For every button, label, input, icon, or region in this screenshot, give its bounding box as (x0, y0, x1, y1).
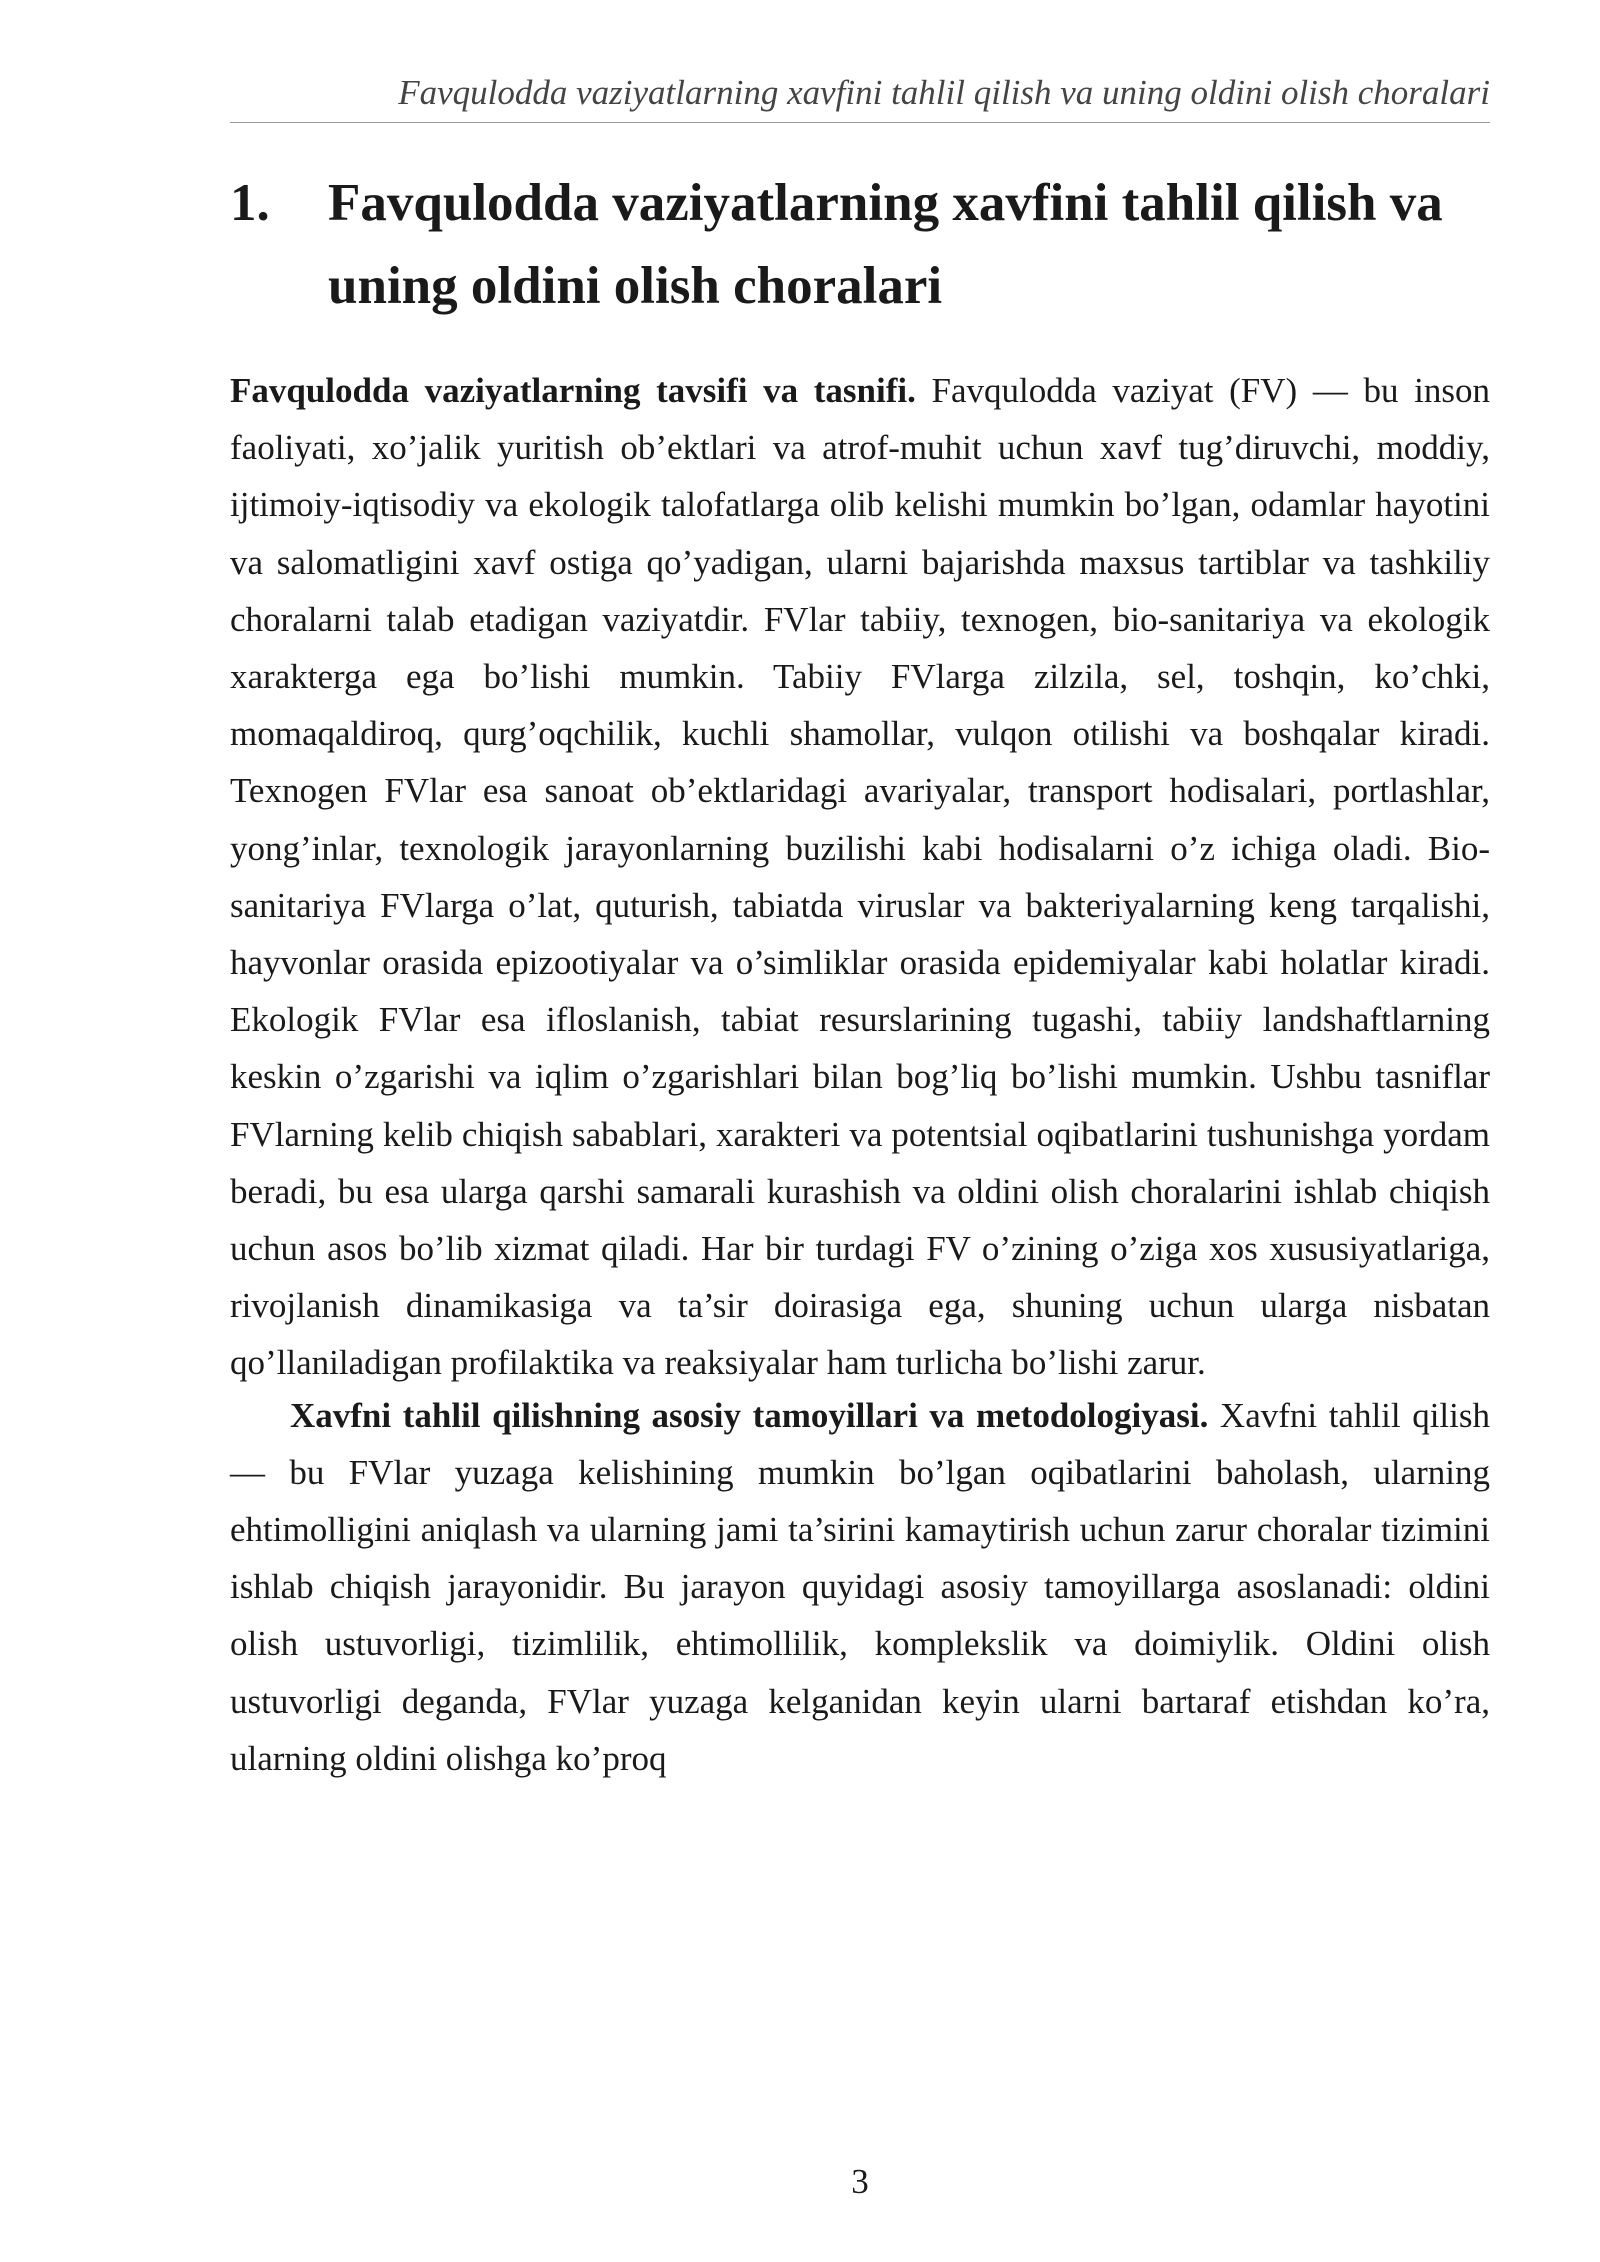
paragraph-classification (230, 362, 1490, 1392)
paragraph-lead: Favqulodda vaziyatlarning tavsifi va tasnifi. (230, 371, 916, 410)
paragraph-text: Xavfni tahlil qilish — bu FVlar yuzaga kelishining mumkin bo’lgan oqibatlarini baholash, ularning ehtimolligini aniqlash va ularning jami ta’sirini kamaytirish uchun zarur choralar tizimini ishlab chiqish jarayonidir. Bu jarayon quyidagi asosiy tamoyillarga asoslanadi: oldini olish ustuvorligi, tizimlilik, ehtimollilik, komplekslik va doimiylik. Oldini olish ustuvorligi deganda, FVlar yuzaga kelganidan keyin ularni bartaraf etishdan ko’ra, ularning oldini olishga ko’proq (230, 1395, 1490, 1778)
chapter-number: 1. (230, 174, 270, 232)
chapter-heading (230, 162, 1490, 328)
chapter-title: Favqulodda vaziyatlarning xavfini tahlil qilish va uning oldini olish choralari (328, 174, 1443, 315)
paragraph-text: Favqulodda vaziyat (FV) — bu inson faoliyati, xo’jalik yuritish ob’ektlari va atrof-muhit uchun xavf tug’diruvchi, moddiy, ijtimoiy-iqtisodiy va ekologik talofatlarga olib kelishi mumkin bo’lgan, odamlar hayotini va salomatligini xavf ostiga qo’yadigan, ularni bajarishda maxsus tartiblar va tashkiliy choralarni talab etadigan vaziyatdir. FVlar tabiiy, texnogen, bio-sanitariya va ekologik xarakterga ega bo’lishi mumkin. Tabiiy FVlarga zilzila, sel, toshqin, ko’chki, momaqaldiroq, qurg’oqchilik, kuchli shamollar, vulqon otilishi va boshqalar kiradi. Texnogen FVlar esa sanoat ob’ektlaridagi avariyalar, transport hodisalari, portlashlar, yong’inlar, texnologik jarayonlarning buzilishi kabi hodisalarni o’z ichiga oladi. Bio-sanitariya FVlarga o’lat, quturish, tabiatda viruslar va bakteriyalarning keng tarqalishi, hayvonlar orasida epizootiyalar va o’simliklar orasida epidemiyalar kabi holatlar kiradi. Ekologik FVlar esa ifloslanish, tabiat resurslarining tugashi, tabiiy landshaftlarning keskin o’zgarishi va iqlim o’zgarishlari bilan bog’liq bo’lishi mumkin. Ushbu tasniflar FVlarning kelib chiqish sabablari, xarakteri va potentsial oqibatlarini tushunishga yordam beradi, bu esa ularga qarshi samarali kurashish va oldini olish choralarini ishlab chiqish uchun asos bo’lib xizmat qiladi. Har bir turdagi FV o’zining o’ziga xos xususiyatlariga, rivojlanish dinamikasiga va ta’sir doirasiga ega, shuning uchun ularga nisbatan qo’llaniladigan profilaktika va reaksiyalar ham turlicha bo’lishi zarur. (230, 371, 1490, 1383)
body-text (230, 362, 1490, 1787)
paragraph-methodology (230, 1387, 1490, 1787)
document-page (230, 0, 1490, 2262)
paragraph-lead: Xavfni tahlil qilishning asosiy tamoyillari va metodologiyasi. (290, 1395, 1209, 1435)
running-header: Favqulodda vaziyatlarning xavfini tahlil qilish va uning oldini olish choralari (230, 70, 1490, 123)
page-number: 3 (851, 2162, 869, 2201)
